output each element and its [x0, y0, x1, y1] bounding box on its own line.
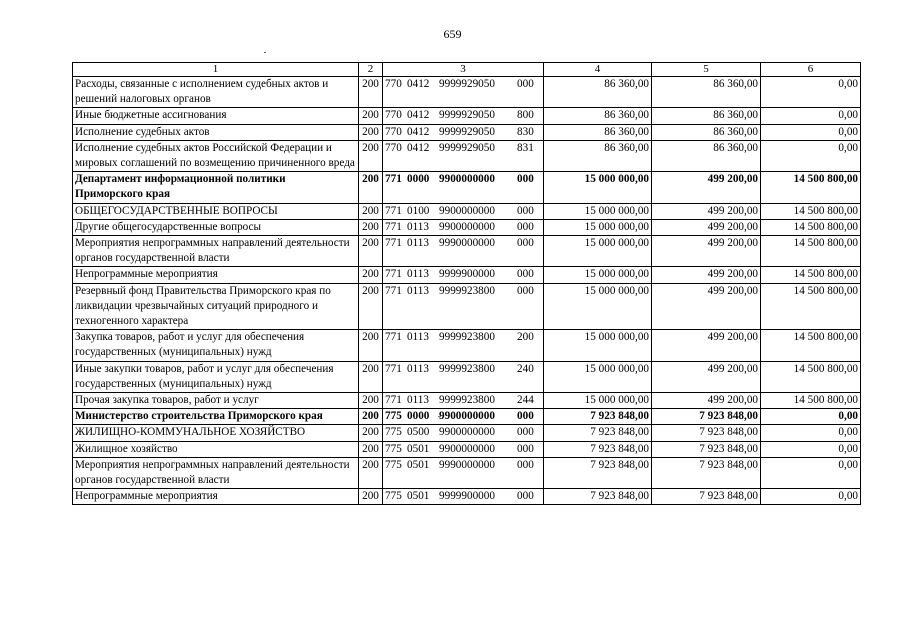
code-cs: 9900000000: [439, 410, 495, 423]
row-glava: 200: [359, 219, 383, 235]
code-rz: 0412: [407, 141, 430, 154]
budget-classification-code: [385, 393, 537, 408]
code-rz: 0501: [407, 458, 430, 471]
table-row: [73, 77, 861, 108]
code-vr: 000: [517, 237, 534, 250]
code-rz: 0113: [407, 362, 429, 375]
row-glava: 200: [359, 489, 383, 505]
row-code: [383, 330, 544, 361]
row-col4-amount: 86 360,00: [544, 108, 652, 124]
budget-classification-code: [385, 267, 537, 282]
code-gp: 770: [385, 125, 402, 138]
table-row: [73, 172, 861, 203]
row-name: Мероприятия непрограммных направлений деятельности органов государственной власти: [73, 236, 359, 267]
code-vr: 000: [517, 410, 534, 423]
row-col6-amount: 0,00: [761, 457, 861, 488]
budget-classification-code: [385, 236, 537, 251]
row-code: [383, 283, 544, 330]
row-col4-amount: 15 000 000,00: [544, 283, 652, 330]
row-glava: 200: [359, 124, 383, 140]
row-glava: 200: [359, 457, 383, 488]
code-vr: 800: [517, 109, 534, 122]
row-code: [383, 124, 544, 140]
row-name: Департамент информационной политики Приморского края: [73, 172, 359, 203]
row-col4-amount: 86 360,00: [544, 124, 652, 140]
row-name: ОБЩЕГОСУДАРСТВЕННЫЕ ВОПРОСЫ: [73, 203, 359, 219]
code-cs: 9999929050: [439, 141, 495, 154]
budget-classification-code: [385, 108, 537, 123]
row-col6-amount: 14 500 800,00: [761, 361, 861, 392]
row-col5-amount: 7 923 848,00: [652, 457, 761, 488]
row-col4-amount: 15 000 000,00: [544, 172, 652, 203]
row-col6-amount: 14 500 800,00: [761, 172, 861, 203]
column-header-1: 1: [73, 63, 359, 77]
budget-classification-code: [385, 458, 537, 473]
row-code: [383, 140, 544, 171]
row-col6-amount: 0,00: [761, 124, 861, 140]
row-code: [383, 393, 544, 409]
budget-classification-code: [385, 442, 537, 457]
code-cs: 9999929050: [439, 125, 495, 138]
row-glava: 200: [359, 425, 383, 441]
code-rz: 0113: [407, 237, 429, 250]
row-code: [383, 108, 544, 124]
code-cs: 9999900000: [439, 268, 495, 281]
budget-classification-code: [385, 362, 537, 377]
budget-classification-code: [385, 125, 537, 140]
code-cs: 9900000000: [439, 173, 495, 186]
row-glava: 200: [359, 236, 383, 267]
row-col5-amount: 7 923 848,00: [652, 489, 761, 505]
code-rz: 0100: [407, 204, 430, 217]
budget-classification-code: [385, 330, 537, 345]
row-code: [383, 77, 544, 108]
row-col4-amount: 15 000 000,00: [544, 203, 652, 219]
code-cs: 9999923800: [439, 362, 495, 375]
row-col4-amount: 15 000 000,00: [544, 330, 652, 361]
table-row: [73, 457, 861, 488]
code-gp: 771: [385, 237, 402, 250]
code-vr: 240: [517, 362, 534, 375]
code-vr: 000: [517, 284, 534, 297]
code-cs: 9999929050: [439, 109, 495, 122]
row-col4-amount: 15 000 000,00: [544, 236, 652, 267]
code-gp: 770: [385, 78, 402, 90]
code-gp: 775: [385, 442, 402, 455]
row-glava: 200: [359, 203, 383, 219]
row-name: Иные бюджетные ассигнования: [73, 108, 359, 124]
row-col5-amount: 499 200,00: [652, 267, 761, 283]
code-vr: 831: [517, 141, 534, 154]
code-cs: 9900000000: [439, 426, 495, 439]
row-col5-amount: 499 200,00: [652, 361, 761, 392]
code-vr: 000: [517, 220, 534, 233]
row-col6-amount: 14 500 800,00: [761, 330, 861, 361]
row-name: Мероприятия непрограммных направлений деятельности органов государственной власти: [73, 457, 359, 488]
row-col5-amount: 499 200,00: [652, 283, 761, 330]
table-row: [73, 361, 861, 392]
column-header-4: 4: [544, 63, 652, 77]
table-row: [73, 267, 861, 283]
row-col5-amount: 499 200,00: [652, 172, 761, 203]
row-glava: 200: [359, 409, 383, 425]
budget-classification-code: [385, 141, 537, 156]
code-cs: 9900000000: [439, 220, 495, 233]
row-glava: 200: [359, 393, 383, 409]
code-vr: 000: [517, 268, 534, 281]
code-gp: 771: [385, 220, 402, 233]
row-col6-amount: 0,00: [761, 425, 861, 441]
code-gp: 770: [385, 109, 402, 122]
table-row: [73, 140, 861, 171]
row-col6-amount: 14 500 800,00: [761, 393, 861, 409]
code-gp: 775: [385, 426, 402, 439]
table-row: [73, 441, 861, 457]
code-cs: 9900000000: [439, 442, 495, 455]
code-rz: 0412: [407, 125, 430, 138]
budget-classification-code: [385, 284, 537, 299]
code-cs: 9999923800: [439, 284, 495, 297]
row-code: [383, 409, 544, 425]
table-row: [73, 283, 861, 330]
page-number: 659: [443, 27, 462, 41]
code-vr: 200: [517, 331, 534, 344]
column-header-2: 2: [359, 63, 383, 77]
row-name: Закупка товаров, работ и услуг для обеспечения государственных (муниципальных) нужд: [73, 330, 359, 361]
row-name: Иные закупки товаров, работ и услуг для обеспечения государственных (муниципальных) нужд: [73, 361, 359, 392]
row-col6-amount: 14 500 800,00: [761, 236, 861, 267]
row-code: [383, 361, 544, 392]
code-cs: 9990000000: [439, 237, 495, 250]
code-vr: 000: [517, 442, 534, 455]
code-vr: 000: [517, 78, 534, 90]
row-col6-amount: 14 500 800,00: [761, 219, 861, 235]
code-cs: 9999923800: [439, 394, 495, 407]
row-col4-amount: 86 360,00: [544, 77, 652, 108]
row-col5-amount: 499 200,00: [652, 219, 761, 235]
row-col4-amount: 86 360,00: [544, 140, 652, 171]
row-col6-amount: 0,00: [761, 441, 861, 457]
code-gp: 771: [385, 331, 402, 344]
row-glava: 200: [359, 140, 383, 171]
column-header-5: 5: [652, 63, 761, 77]
row-col6-amount: 0,00: [761, 108, 861, 124]
row-col4-amount: 7 923 848,00: [544, 441, 652, 457]
budget-classification-code: [385, 489, 537, 504]
row-code: [383, 236, 544, 267]
code-gp: 770: [385, 141, 402, 154]
row-name: Расходы, связанные с исполнением судебных актов и решений налоговых органов: [73, 77, 359, 108]
row-col4-amount: 15 000 000,00: [544, 393, 652, 409]
budget-classification-code: [385, 204, 537, 219]
table-row: [73, 489, 861, 505]
row-col5-amount: 86 360,00: [652, 124, 761, 140]
row-name: Непрограммные мероприятия: [73, 489, 359, 505]
row-name: Министерство строительства Приморского края: [73, 409, 359, 425]
code-rz: 0501: [407, 490, 430, 503]
code-gp: 771: [385, 394, 402, 407]
row-col5-amount: 499 200,00: [652, 330, 761, 361]
row-code: [383, 425, 544, 441]
code-gp: 771: [385, 362, 402, 375]
row-code: [383, 172, 544, 203]
row-col6-amount: 0,00: [761, 409, 861, 425]
header-row: [73, 63, 861, 77]
table-row: [73, 124, 861, 140]
row-col5-amount: 7 923 848,00: [652, 441, 761, 457]
table-row: [73, 236, 861, 267]
code-vr: 000: [517, 458, 534, 471]
table-row: [73, 203, 861, 219]
code-rz: 0113: [407, 331, 429, 344]
code-vr: 244: [517, 394, 534, 407]
row-col4-amount: 7 923 848,00: [544, 425, 652, 441]
code-rz: 0412: [407, 109, 430, 122]
row-name: ЖИЛИЩНО-КОММУНАЛЬНОЕ ХОЗЯЙСТВО: [73, 425, 359, 441]
code-rz: 0000: [407, 173, 430, 186]
row-name: Жилищное хозяйство: [73, 441, 359, 457]
table-row: [73, 425, 861, 441]
row-code: [383, 489, 544, 505]
table-row: [73, 393, 861, 409]
row-col6-amount: 14 500 800,00: [761, 283, 861, 330]
row-glava: 200: [359, 361, 383, 392]
table-row: [73, 219, 861, 235]
row-glava: 200: [359, 283, 383, 330]
row-col4-amount: 15 000 000,00: [544, 219, 652, 235]
code-rz: 0501: [407, 442, 430, 455]
code-vr: 830: [517, 125, 534, 138]
code-gp: 771: [385, 173, 402, 186]
row-col5-amount: 7 923 848,00: [652, 409, 761, 425]
row-col6-amount: 14 500 800,00: [761, 267, 861, 283]
code-gp: 771: [385, 204, 402, 217]
code-cs: 9999923800: [439, 331, 495, 344]
code-vr: 000: [517, 173, 534, 186]
row-col5-amount: 86 360,00: [652, 140, 761, 171]
code-vr: 000: [517, 204, 534, 217]
row-col6-amount: 0,00: [761, 77, 861, 108]
code-rz: 0113: [407, 268, 429, 281]
code-cs: 9990000000: [439, 458, 495, 471]
budget-classification-code: [385, 220, 537, 235]
row-code: [383, 457, 544, 488]
row-glava: 200: [359, 172, 383, 203]
row-col6-amount: 0,00: [761, 140, 861, 171]
code-gp: 775: [385, 490, 402, 503]
code-rz: 0113: [407, 220, 429, 233]
row-code: [383, 267, 544, 283]
code-gp: 771: [385, 284, 402, 297]
row-col4-amount: 7 923 848,00: [544, 489, 652, 505]
table-row: [73, 330, 861, 361]
row-name: Непрограммные мероприятия: [73, 267, 359, 283]
code-rz: 0000: [407, 410, 430, 423]
code-rz: 0500: [407, 426, 430, 439]
scan-speck: [264, 52, 266, 53]
code-gp: 775: [385, 458, 402, 471]
budget-classification-code: [385, 172, 537, 187]
budget-classification-code: [385, 77, 537, 92]
row-code: [383, 203, 544, 219]
code-rz: 0412: [407, 78, 430, 90]
row-col5-amount: 86 360,00: [652, 77, 761, 108]
column-header-6: 6: [761, 63, 861, 77]
code-vr: 000: [517, 426, 534, 439]
row-code: [383, 441, 544, 457]
row-col4-amount: 15 000 000,00: [544, 361, 652, 392]
code-rz: 0113: [407, 284, 429, 297]
row-col4-amount: 15 000 000,00: [544, 267, 652, 283]
code-cs: 9900000000: [439, 204, 495, 217]
row-col5-amount: 499 200,00: [652, 236, 761, 267]
row-col5-amount: 7 923 848,00: [652, 425, 761, 441]
code-rz: 0113: [407, 394, 429, 407]
row-col5-amount: 499 200,00: [652, 393, 761, 409]
code-cs: 9999900000: [439, 490, 495, 503]
row-name: Прочая закупка товаров, работ и услуг: [73, 393, 359, 409]
budget-classification-code: [385, 409, 537, 424]
code-gp: 775: [385, 410, 402, 423]
row-glava: 200: [359, 267, 383, 283]
row-glava: 200: [359, 330, 383, 361]
row-name: Другие общегосударственные вопросы: [73, 219, 359, 235]
row-col5-amount: 86 360,00: [652, 108, 761, 124]
row-col5-amount: 499 200,00: [652, 203, 761, 219]
row-col4-amount: 7 923 848,00: [544, 409, 652, 425]
row-glava: 200: [359, 108, 383, 124]
row-name: Исполнение судебных актов Российской Федерации и мировых соглашений по возмещению причиненного вреда: [73, 140, 359, 171]
row-code: [383, 219, 544, 235]
budget-classification-code: [385, 425, 537, 440]
budget-table-body: [73, 63, 861, 505]
code-vr: 000: [517, 490, 534, 503]
row-col4-amount: 7 923 848,00: [544, 457, 652, 488]
column-header-3: 3: [383, 63, 544, 77]
table-row: [73, 108, 861, 124]
row-col6-amount: 0,00: [761, 489, 861, 505]
row-col6-amount: 14 500 800,00: [761, 203, 861, 219]
table-row: [73, 409, 861, 425]
row-glava: 200: [359, 77, 383, 108]
row-name: Исполнение судебных актов: [73, 124, 359, 140]
row-name: Резервный фонд Правительства Приморского края по ликвидации чрезвычайных ситуаций природного и техногенного характера: [73, 283, 359, 330]
code-gp: 771: [385, 268, 402, 281]
row-glava: 200: [359, 441, 383, 457]
code-cs: 9999929050: [439, 78, 495, 90]
budget-table: [72, 62, 861, 505]
